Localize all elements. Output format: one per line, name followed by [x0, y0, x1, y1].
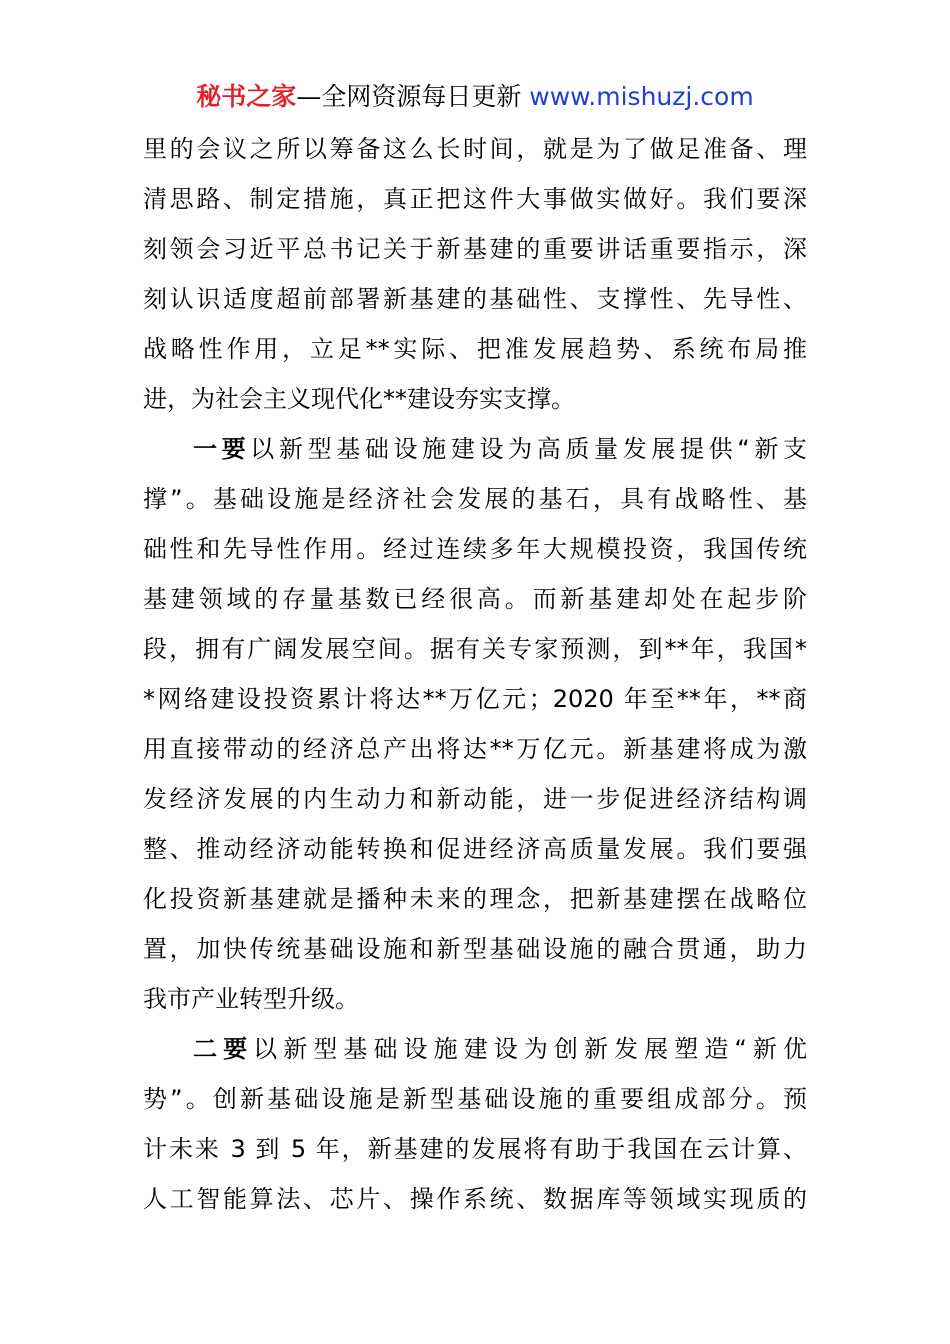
text-line: 用直接带动的经济总产出将达**万亿元。新基建将成为激: [143, 735, 807, 763]
text-line: 发经济发展的内生动力和新动能，进一步促进经济结构调: [143, 785, 807, 813]
text-line: 计未来 3 到 5 年，新基建的发展将有助于我国在云计算、: [143, 1135, 807, 1163]
header-tagline: —全网资源每日更新: [296, 82, 530, 111]
text-line: 战略性作用，立足**实际、把准发展趋势、系统布局推: [143, 335, 807, 363]
page-header: [0, 80, 950, 114]
text-line: *网络建设投资累计将达**万亿元；2020 年至**年，**商: [143, 685, 807, 713]
document-body: [143, 124, 807, 1224]
text-line: 里的会议之所以筹备这么长时间，就是为了做足准备、理: [143, 135, 807, 163]
paragraph-1: [143, 124, 807, 424]
section-lead: 一要: [193, 435, 251, 463]
website-link[interactable]: www.mishuzj.com: [529, 82, 754, 111]
section-lead: 二要: [193, 1035, 254, 1063]
text-line: 撑”。基础设施是经济社会发展的基石，具有战略性、基: [143, 485, 807, 513]
text-line: 置，加快传统基础设施和新型基础设施的融合贯通，助力: [143, 935, 807, 963]
text-line: 化投资新基建就是播种未来的理念，把新基建摆在战略位: [143, 885, 807, 913]
text-line: 人工智能算法、芯片、操作系统、数据库等领域实现质的: [143, 1185, 807, 1213]
text-line: 势”。创新基础设施是新型基础设施的重要组成部分。预: [143, 1085, 807, 1113]
paragraph-3: [143, 1024, 807, 1224]
paragraph-2: [143, 424, 807, 1024]
text-line: [143, 1024, 807, 1074]
text-run: 以新型基础设施建设为高质量发展提供“新支: [250, 435, 807, 463]
text-line: 础性和先导性作用。经过连续多年大规模投资，我国传统: [143, 535, 807, 563]
text-line: [143, 424, 807, 474]
text-line: 清思路、制定措施，真正把这件大事做实做好。我们要深: [143, 185, 807, 213]
text-line: 刻认识适度超前部署新基建的基础性、支撑性、先导性、: [143, 285, 807, 313]
text-line: 段，拥有广阔发展空间。据有关专家预测，到**年，我国*: [143, 635, 807, 663]
brand-name: 秘书之家: [196, 82, 297, 111]
text-line: 进，为社会主义现代化**建设夯实支撑。: [143, 385, 575, 413]
text-line: 整、推动经济动能转换和促进经济高质量发展。我们要强: [143, 835, 807, 863]
text-run: 以新型基础设施建设为创新发展塑造“新优: [253, 1035, 807, 1063]
text-line: 基建领域的存量基数已经很高。而新基建却处在起步阶: [143, 585, 807, 613]
text-line: 刻领会习近平总书记关于新基建的重要讲话重要指示，深: [143, 235, 807, 263]
text-line: 我市产业转型升级。: [143, 985, 359, 1013]
